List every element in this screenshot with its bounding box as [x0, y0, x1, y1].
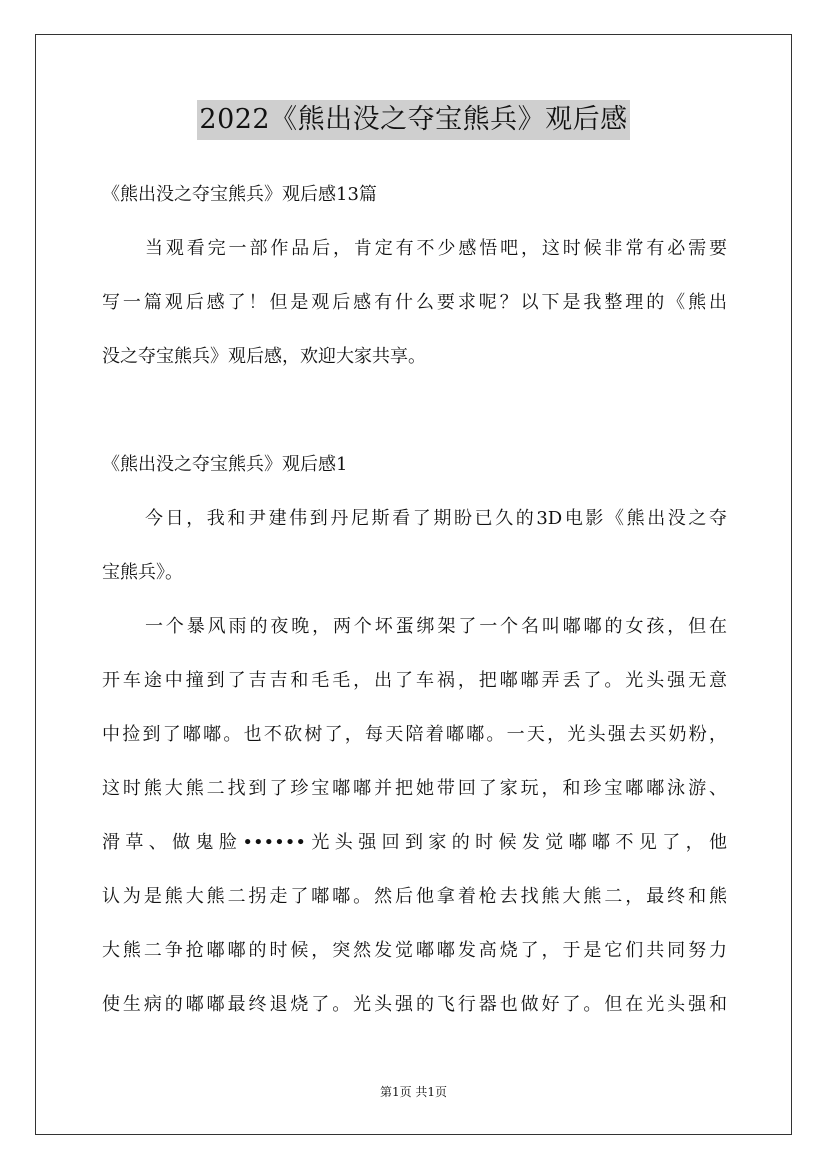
document-subtitle: 《熊出没之夺宝熊兵》观后感13篇	[102, 184, 377, 205]
paragraph-line: 开车途中撞到了吉吉和毛毛，出了车祸，把嘟嘟弄丢了。光头强无意	[102, 670, 727, 691]
title-container	[0, 100, 827, 140]
section-heading: 《熊出没之夺宝熊兵》观后感1	[102, 454, 348, 475]
paragraph-line: 一个暴风雨的夜晚，两个坏蛋绑架了一个名叫嘟嘟的女孩，但在	[145, 616, 727, 637]
intro-line: 写一篇观后感了！但是观后感有什么要求呢？以下是我整理的《熊出	[102, 292, 727, 313]
paragraph-line: 今日，我和尹建伟到丹尼斯看了期盼已久的3D电影《熊出没之夺	[145, 508, 727, 529]
intro-line: 当观看完一部作品后，肯定有不少感悟吧，这时候非常有必需要	[145, 238, 727, 259]
paragraph-line: 中捡到了嘟嘟。也不砍树了，每天陪着嘟嘟。一天，光头强去买奶粉，	[102, 724, 727, 745]
paragraph-line: 认为是熊大熊二拐走了嘟嘟。然后他拿着枪去找熊大熊二，最终和熊	[102, 886, 727, 907]
page-footer: 第1页 共1页	[379, 1085, 448, 1099]
paragraph-line: 使生病的嘟嘟最终退烧了。光头强的飞行器也做好了。但在光头强和	[102, 994, 727, 1015]
paragraph-line: 大熊二争抢嘟嘟的时候，突然发觉嘟嘟发高烧了，于是它们共同努力	[102, 940, 727, 961]
document-title: 2022《熊出没之夺宝熊兵》观后感	[197, 100, 629, 140]
intro-line: 没之夺宝熊兵》观后感，欢迎大家共享。	[102, 346, 426, 367]
paragraph-line: 滑草、做鬼脸••••••光头强回到家的时候发觉嘟嘟不见了，他	[102, 832, 727, 853]
paragraph-line: 宝熊兵》。	[102, 562, 183, 583]
paragraph-line: 这时熊大熊二找到了珍宝嘟嘟并把她带回了家玩，和珍宝嘟嘟泳游、	[102, 778, 727, 799]
